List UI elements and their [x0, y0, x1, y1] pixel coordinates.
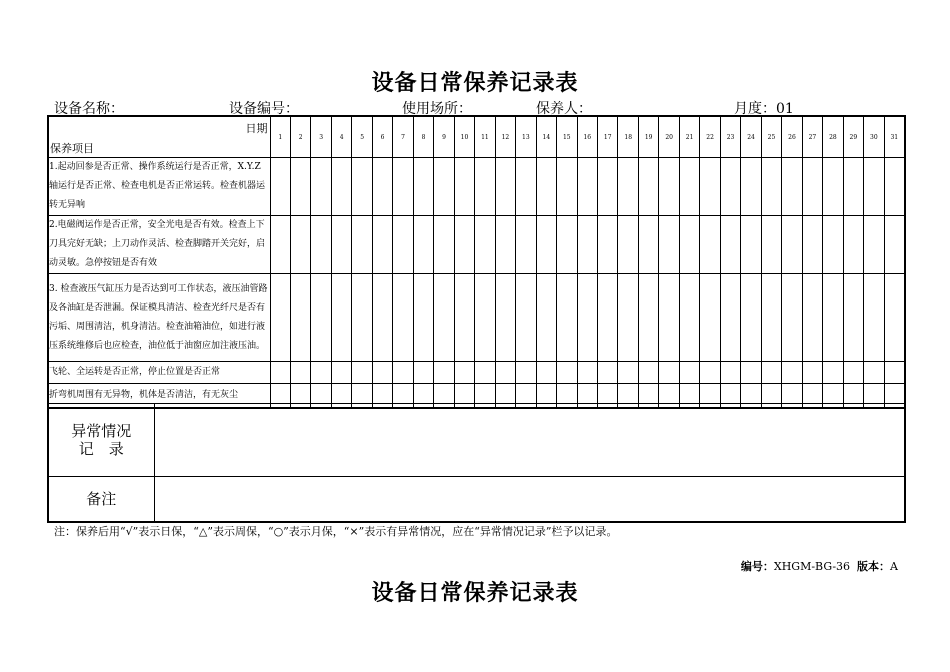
check-cell[interactable] — [884, 216, 905, 274]
check-cell[interactable] — [290, 274, 310, 362]
check-cell[interactable] — [557, 158, 577, 216]
maintainer-label: 保养人： — [536, 101, 592, 117]
day-header-11: 11 — [475, 116, 495, 158]
notes-table — [47, 403, 906, 523]
check-cell[interactable] — [802, 274, 822, 362]
check-cell[interactable] — [393, 216, 413, 274]
check-cell[interactable] — [843, 158, 863, 216]
check-cell[interactable] — [372, 274, 392, 362]
check-cell[interactable] — [782, 216, 802, 274]
check-cell[interactable] — [495, 158, 515, 216]
check-cell[interactable] — [434, 362, 454, 384]
check-cell[interactable] — [557, 274, 577, 362]
check-cell[interactable] — [823, 362, 843, 384]
check-cell[interactable] — [741, 216, 761, 274]
check-cell[interactable] — [679, 362, 699, 384]
check-cell[interactable] — [372, 362, 392, 384]
version-label: 版本： — [857, 560, 891, 573]
check-cell[interactable] — [720, 362, 740, 384]
day-header-20: 20 — [659, 116, 679, 158]
check-cell[interactable] — [700, 216, 720, 274]
maintenance-item-row — [48, 274, 905, 362]
abnormal-label-line2: 记 录 — [78, 440, 124, 458]
check-cell[interactable] — [290, 216, 310, 274]
check-cell[interactable] — [659, 362, 679, 384]
remarks-field[interactable] — [154, 477, 905, 522]
check-cell[interactable] — [802, 158, 822, 216]
day-header-1: 1 — [270, 116, 290, 158]
day-header-28: 28 — [823, 116, 843, 158]
check-cell[interactable] — [700, 274, 720, 362]
check-cell[interactable] — [843, 274, 863, 362]
check-cell[interactable] — [413, 362, 433, 384]
check-cell[interactable] — [495, 216, 515, 274]
check-cell[interactable] — [720, 274, 740, 362]
check-cell[interactable] — [270, 362, 290, 384]
day-header-31: 31 — [884, 116, 905, 158]
footnote: 注：保养后用“√”表示日保，“△”表示周保，“○”表示月保，“×”表示有异常情况，应在“异常情况记录”栏予以记录。 — [54, 525, 618, 538]
check-cell[interactable] — [475, 362, 495, 384]
day-header-30: 30 — [864, 116, 884, 158]
day-header-9: 9 — [434, 116, 454, 158]
check-cell[interactable] — [679, 216, 699, 274]
check-cell[interactable] — [352, 158, 372, 216]
check-cell[interactable] — [700, 362, 720, 384]
check-cell[interactable] — [495, 362, 515, 384]
check-cell[interactable] — [393, 362, 413, 384]
maintenance-item-label: 3. 检查液压气缸压力是否达到可工作状态，液压油管路及各油缸是否泄漏。保证模具清洁、检查光纤尺是否有污垢、周围清洁，机身清洁。检查油箱油位，如进行液压系统维修后也应检查，油位低于油窗应加注液压油。 — [49, 283, 268, 351]
check-cell[interactable] — [659, 216, 679, 274]
check-cell[interactable] — [454, 158, 474, 216]
maintenance-item-row — [48, 158, 905, 216]
doc-number-value: XHGM-BG-36 — [773, 560, 851, 573]
check-cell[interactable] — [311, 362, 331, 384]
day-header-6: 6 — [372, 116, 392, 158]
day-header-2: 2 — [290, 116, 310, 158]
device-number-label: 设备编号： — [229, 101, 299, 117]
check-cell[interactable] — [618, 274, 638, 362]
check-cell[interactable] — [864, 216, 884, 274]
abnormal-record-field[interactable] — [154, 404, 905, 477]
check-cell[interactable] — [516, 216, 536, 274]
check-cell[interactable] — [864, 158, 884, 216]
check-cell[interactable] — [372, 158, 392, 216]
header-corner-cell — [48, 116, 270, 158]
check-cell[interactable] — [638, 362, 658, 384]
maintenance-item-label: 飞轮、全运转是否正常，停止位置是否正常 — [49, 367, 221, 377]
day-header-23: 23 — [720, 116, 740, 158]
check-cell[interactable] — [536, 274, 556, 362]
abnormal-record-label — [48, 404, 154, 477]
day-header-5: 5 — [352, 116, 372, 158]
maintenance-item-label: 1.起动回参是否正常、操作系统运行是否正常，X.Y.Z轴运行是否正常、检查电机是否正常运转。检查机器运转无异响 — [49, 162, 266, 210]
maintenance-item-text — [48, 274, 270, 362]
doc-number-label: 编号： — [740, 560, 774, 573]
check-cell[interactable] — [700, 158, 720, 216]
check-cell[interactable] — [495, 274, 515, 362]
check-cell[interactable] — [352, 362, 372, 384]
check-cell[interactable] — [434, 158, 454, 216]
day-header-18: 18 — [618, 116, 638, 158]
check-cell[interactable] — [782, 158, 802, 216]
check-cell[interactable] — [311, 216, 331, 274]
check-cell[interactable] — [557, 216, 577, 274]
check-cell[interactable] — [618, 158, 638, 216]
check-cell[interactable] — [823, 158, 843, 216]
month-label: 月度：01 — [734, 101, 794, 117]
check-cell[interactable] — [516, 158, 536, 216]
check-cell[interactable] — [741, 362, 761, 384]
check-cell[interactable] — [823, 274, 843, 362]
check-cell[interactable] — [536, 216, 556, 274]
check-cell[interactable] — [884, 274, 905, 362]
check-cell[interactable] — [331, 362, 351, 384]
abnormal-label-line1: 异常情况 — [71, 422, 132, 440]
day-header-12: 12 — [495, 116, 515, 158]
check-cell[interactable] — [761, 362, 781, 384]
check-cell[interactable] — [270, 274, 290, 362]
check-cell[interactable] — [577, 274, 597, 362]
day-header-4: 4 — [331, 116, 351, 158]
check-cell[interactable] — [741, 158, 761, 216]
location-label: 使用场所： — [402, 101, 472, 117]
maintenance-item-row — [48, 362, 905, 384]
check-cell[interactable] — [679, 274, 699, 362]
check-cell[interactable] — [843, 216, 863, 274]
check-cell[interactable] — [782, 362, 802, 384]
check-cell[interactable] — [475, 158, 495, 216]
maintenance-item-text — [48, 216, 270, 274]
check-cell[interactable] — [884, 158, 905, 216]
day-header-21: 21 — [679, 116, 699, 158]
check-cell[interactable] — [454, 362, 474, 384]
day-header-25: 25 — [761, 116, 781, 158]
check-cell[interactable] — [638, 216, 658, 274]
day-header-26: 26 — [782, 116, 802, 158]
maintenance-item-row — [48, 216, 905, 274]
check-cell[interactable] — [802, 216, 822, 274]
day-header-10: 10 — [454, 116, 474, 158]
form-title-repeat: 设备日常保养记录表 — [371, 580, 579, 606]
check-cell[interactable] — [823, 216, 843, 274]
check-cell[interactable] — [557, 362, 577, 384]
item-header-label: 保养项目 — [50, 142, 94, 155]
check-cell[interactable] — [864, 274, 884, 362]
check-cell[interactable] — [352, 216, 372, 274]
day-header-3: 3 — [311, 116, 331, 158]
check-cell[interactable] — [761, 274, 781, 362]
check-cell[interactable] — [536, 158, 556, 216]
check-cell[interactable] — [311, 158, 331, 216]
date-header-label: 日期 — [245, 122, 268, 135]
check-cell[interactable] — [598, 362, 618, 384]
day-header-29: 29 — [843, 116, 863, 158]
check-cell[interactable] — [516, 362, 536, 384]
check-cell[interactable] — [577, 158, 597, 216]
check-cell[interactable] — [270, 158, 290, 216]
check-cell[interactable] — [720, 216, 740, 274]
check-cell[interactable] — [413, 158, 433, 216]
check-cell[interactable] — [761, 216, 781, 274]
check-cell[interactable] — [659, 158, 679, 216]
check-cell[interactable] — [577, 362, 597, 384]
day-header-16: 16 — [577, 116, 597, 158]
remarks-label: 备注 — [48, 477, 154, 522]
maintenance-item-text — [48, 362, 270, 384]
device-name-label: 设备名称： — [54, 101, 124, 117]
check-cell[interactable] — [618, 362, 638, 384]
form-title: 设备日常保养记录表 — [371, 70, 579, 96]
check-cell[interactable] — [761, 158, 781, 216]
check-cell[interactable] — [311, 274, 331, 362]
check-cell[interactable] — [638, 158, 658, 216]
check-cell[interactable] — [741, 274, 761, 362]
check-cell[interactable] — [638, 274, 658, 362]
check-cell[interactable] — [393, 158, 413, 216]
check-cell[interactable] — [454, 274, 474, 362]
check-cell[interactable] — [290, 158, 310, 216]
day-header-14: 14 — [536, 116, 556, 158]
document-number — [741, 558, 898, 574]
check-cell[interactable] — [331, 216, 351, 274]
day-header-19: 19 — [638, 116, 658, 158]
check-cell[interactable] — [679, 158, 699, 216]
maintenance-item-label: 折弯机周围有无异物，机体是否清洁，有无灰尘 — [49, 389, 239, 400]
maintenance-item-label: 2.电磁阀运作是否正常，安全光电是否有效。检查上下刀具完好无缺；上刀动作灵活、检查脚踏开关完好，启动灵敏。急停按钮是否有效 — [49, 220, 266, 268]
check-cell[interactable] — [843, 362, 863, 384]
check-cell[interactable] — [331, 274, 351, 362]
check-cell[interactable] — [884, 362, 905, 384]
check-cell[interactable] — [331, 158, 351, 216]
day-header-17: 17 — [598, 116, 618, 158]
check-cell[interactable] — [413, 216, 433, 274]
check-cell[interactable] — [290, 362, 310, 384]
check-cell[interactable] — [577, 216, 597, 274]
maintenance-item-text — [48, 158, 270, 216]
check-cell[interactable] — [352, 274, 372, 362]
day-header-22: 22 — [700, 116, 720, 158]
check-cell[interactable] — [434, 216, 454, 274]
check-cell[interactable] — [720, 158, 740, 216]
check-cell[interactable] — [393, 274, 413, 362]
day-header-27: 27 — [802, 116, 822, 158]
day-header-8: 8 — [413, 116, 433, 158]
check-cell[interactable] — [864, 362, 884, 384]
check-cell[interactable] — [434, 274, 454, 362]
check-cell[interactable] — [475, 216, 495, 274]
day-header-7: 7 — [393, 116, 413, 158]
check-cell[interactable] — [475, 274, 495, 362]
version-value: A — [890, 560, 898, 573]
check-cell[interactable] — [516, 274, 536, 362]
check-cell[interactable] — [598, 274, 618, 362]
check-cell[interactable] — [802, 362, 822, 384]
check-cell[interactable] — [413, 274, 433, 362]
check-cell[interactable] — [598, 158, 618, 216]
day-header-15: 15 — [557, 116, 577, 158]
maintenance-grid — [47, 115, 906, 409]
check-cell[interactable] — [598, 216, 618, 274]
check-cell[interactable] — [782, 274, 802, 362]
check-cell[interactable] — [372, 216, 392, 274]
check-cell[interactable] — [536, 362, 556, 384]
day-header-24: 24 — [741, 116, 761, 158]
day-header-13: 13 — [516, 116, 536, 158]
check-cell[interactable] — [659, 274, 679, 362]
check-cell[interactable] — [618, 216, 638, 274]
check-cell[interactable] — [454, 216, 474, 274]
check-cell[interactable] — [270, 216, 290, 274]
